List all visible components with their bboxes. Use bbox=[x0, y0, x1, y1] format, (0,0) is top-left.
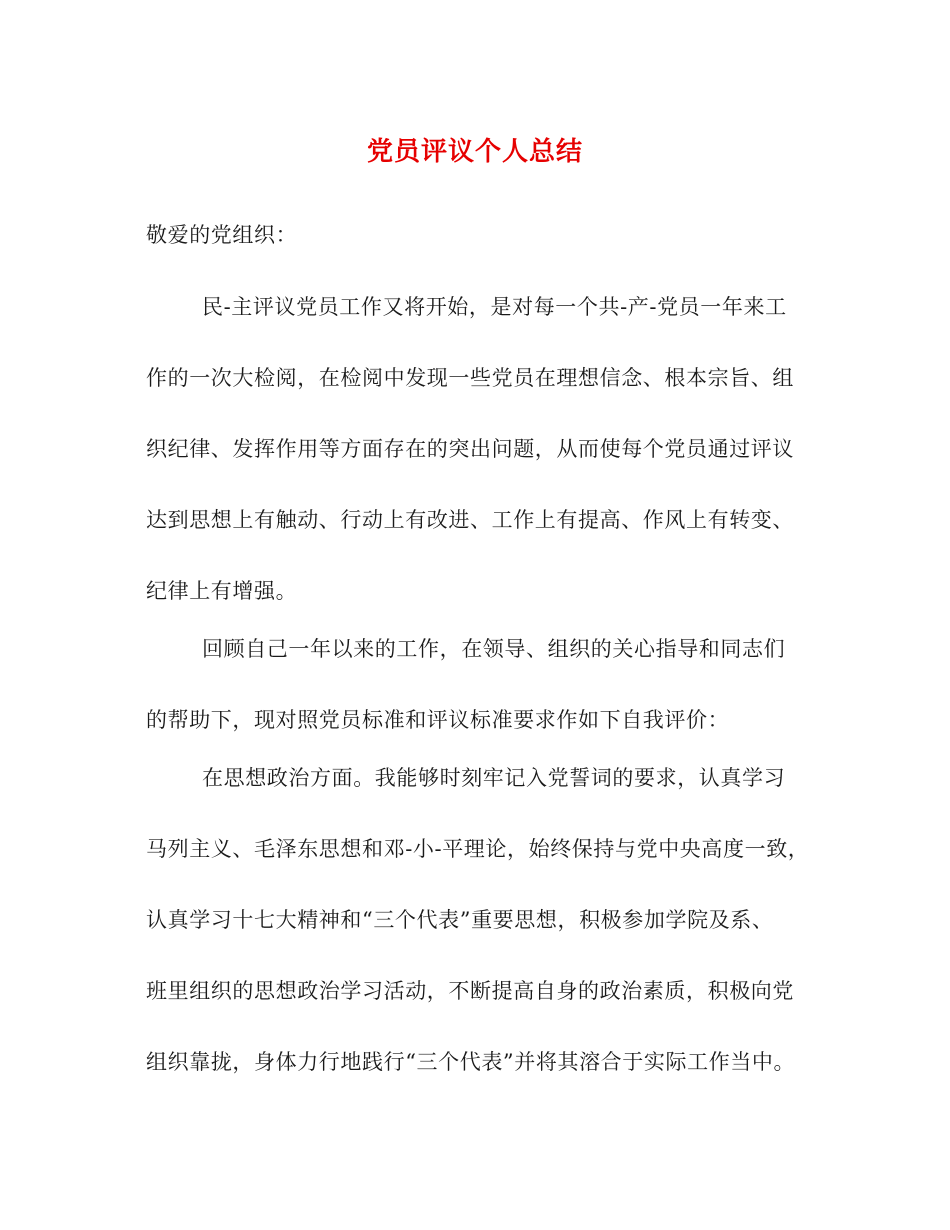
paragraph-3-line-3: 认真学习十七大精神和“三个代表”重要思想，积极参加学院及系、 bbox=[146, 908, 774, 932]
paragraph-1-line-2: 作的一次大检阅，在检阅中发现一些党员在理想信念、根本宗旨、组 bbox=[146, 366, 794, 390]
paragraph-3-line-1: 在思想政治方面。我能够时刻牢记入党誓词的要求，认真学习 bbox=[202, 766, 786, 790]
paragraph-3-line-4: 班里组织的思想政治学习活动，不断提高自身的政治素质，积极向党 bbox=[146, 979, 794, 1003]
paragraph-1-line-3: 织纪律、发挥作用等方面存在的突出问题，从而使每个党员通过评议 bbox=[146, 437, 794, 461]
paragraph-3-line-2: 马列主义、毛泽东思想和邓-小-平理论，始终保持与党中央高度一致， bbox=[146, 837, 810, 861]
salutation: 敬爱的党组织： bbox=[146, 223, 298, 247]
paragraph-2-line-1: 回顾自己一年以来的工作，在领导、组织的关心指导和同志们 bbox=[202, 637, 786, 661]
document-title: 党员评议个人总结 bbox=[366, 137, 583, 167]
paragraph-3-line-5: 组织靠拢，身体力行地践行“三个代表”并将其溶合于实际工作当中。 bbox=[146, 1050, 796, 1074]
paragraph-1-line-4: 达到思想上有触动、行动上有改进、工作上有提高、作风上有转变、 bbox=[146, 508, 794, 532]
paragraph-2-line-2: 的帮助下，现对照党员标准和评议标准要求作如下自我评价： bbox=[146, 708, 730, 732]
paragraph-1-line-1: 民-主评议党员工作又将开始，是对每一个共-产-党员一年来工 bbox=[202, 295, 787, 319]
paragraph-1-line-5: 纪律上有增强。 bbox=[146, 579, 298, 603]
